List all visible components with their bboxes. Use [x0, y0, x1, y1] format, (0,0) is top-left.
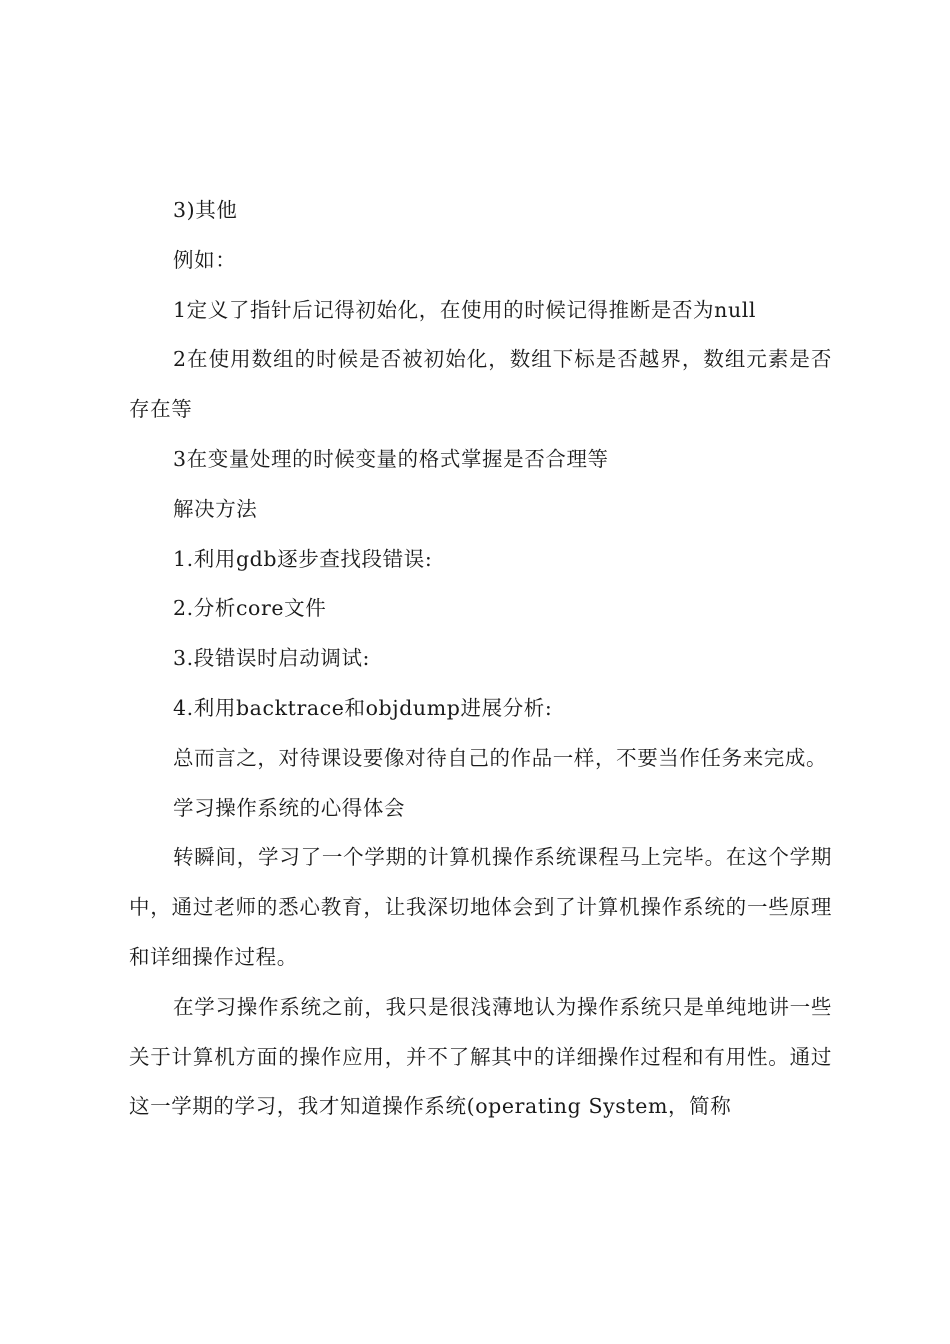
- paragraph: 2在使用数组的时候是否被初始化，数组下标是否越界，数组元素是否存在等: [129, 347, 832, 422]
- paragraph: 在学习操作系统之前，我只是很浅薄地认为操作系统只是单纯地讲一些关于计算机方面的操作应用，并不了解其中的详细操作过程和有用性。通过这一学期的学习，我才知道操作系统(operating System，简称: [129, 994, 832, 1119]
- paragraph: 2.分析core文件: [173, 596, 327, 621]
- paragraph: 3)其他: [173, 198, 238, 222]
- paragraph: 总而言之，对待课设要像对待自己的作品一样，不要当作任务来完成。: [173, 745, 828, 770]
- paragraph: 4.利用backtrace和objdump进展分析:: [173, 695, 553, 720]
- paragraph: 例如：: [173, 247, 237, 272]
- section-heading: 学习操作系统的心得体会: [173, 795, 406, 820]
- paragraph: 转瞬间，学习了一个学期的计算机操作系统课程马上完毕。在这个学期中，通过老师的悉心教育，让我深切地体会到了计算机操作系统的一些原理和详细操作过程。: [129, 845, 832, 969]
- paragraph: 1定义了指针后记得初始化，在使用的时候记得推断是否为null: [173, 297, 757, 322]
- paragraph: 解决方法: [173, 496, 258, 521]
- paragraph: 1.利用gdb逐步查找段错误:: [173, 546, 433, 571]
- paragraph: 3在变量处理的时候变量的格式掌握是否合理等: [173, 446, 609, 471]
- document-page: [129, 186, 832, 1132]
- paragraph: 3.段错误时启动调试:: [173, 646, 371, 671]
